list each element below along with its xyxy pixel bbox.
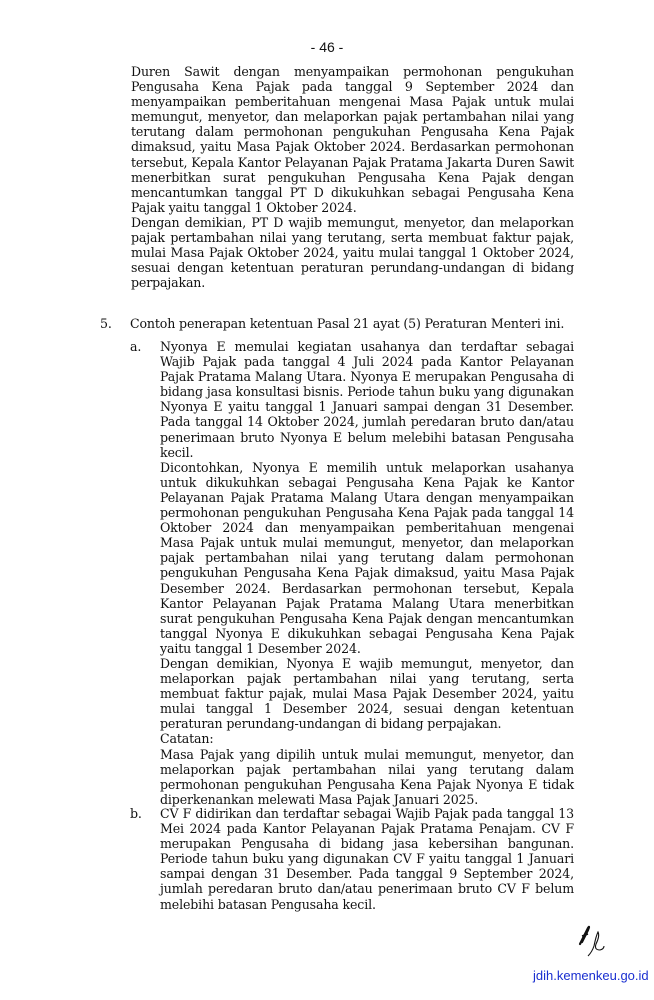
sub-b-paragraph-1: CV F didirikan dan terdaftar sebagai Wajib Pajak pada tanggal 13 Mei 2024 pada Kantor Pelayanan Pajak Pratama Penajam. CV F merupakan Pengusaha di bidang jasa kebersihan bangunan. Periode tahun buku yang digunakan CV F yaitu tanggal 1 Januari sampai dengan 31 Desember. Pada tanggal 9 September 2024, jumlah peredaran bruto dan/atau penerimaan bruto CV F belum melebihi batasan Pengusaha kecil. xyxy=(160,806,574,912)
intro-section xyxy=(131,64,574,290)
page-number: - 46 - xyxy=(310,39,344,55)
note-text: Masa Pajak yang dipilih untuk mulai memungut, menyetor, dan melaporkan pajak pertambahan nilai yang terutang dalam permohonan pengukuhan Pengusaha Kena Pajak Nyonya E tidak diperkenankan melewati Masa Pajak Januari 2025. xyxy=(160,746,574,807)
list-item-5-heading: Contoh penerapan ketentuan Pasal 21 ayat (5) Peraturan Menteri ini. xyxy=(130,316,565,331)
note-label: Catatan: xyxy=(160,731,214,747)
list-marker-5: 5. xyxy=(100,316,112,331)
sub-a-paragraph-3: Dengan demikian, Nyonya E wajib memungut, menyetor, dan melaporkan pajak pertambahan nilai yang terutang, serta membuat faktur pajak, mulai Masa Pajak Desember 2024, yaitu mulai tanggal 1 Desember 2024, sesuai dengan ketentuan peraturan perundang-undangan di bidang perpajakan. xyxy=(160,655,574,732)
footer-website-link[interactable]: jdih.kemenkeu.go.id xyxy=(533,968,649,983)
signature-initials-icon xyxy=(566,922,608,958)
intro-paragraph-2: Dengan demikian, PT D wajib memungut, menyetor, dan melaporkan pajak pertambahan nilai yang terutang, serta membuat faktur pajak, mulai Masa Pajak Oktober 2024, yaitu mulai tanggal 1 Oktober 2024, sesuai dengan ketentuan peraturan perundang-undangan di bidang perpajakan. xyxy=(131,214,574,291)
intro-paragraph-1: Duren Sawit dengan menyampaikan permohonan pengukuhan Pengusaha Kena Pajak pada tanggal 9 September 2024 dan menyampaikan pemberitahuan mengenai Masa Pajak untuk mulai memungut, menyetor, dan melaporkan pajak pertambahan nilai yang terutang dalam permohonan pengukuhan Pengusaha Kena Pajak dimaksud, yaitu Masa Pajak Oktober 2024. Berdasarkan permohonan tersebut, Kepala Kantor Pelayanan Pajak Pratama Jakarta Duren Sawit menerbitkan surat pengukuhan Pengusaha Kena Pajak dengan mencantumkan tanggal PT D dikukuhkan sebagai Pengusaha Kena Pajak yaitu tanggal 1 Oktober 2024. xyxy=(131,64,574,215)
sub-marker-a: a. xyxy=(130,339,142,354)
sub-item-a xyxy=(130,339,574,807)
list-item-5 xyxy=(100,316,574,331)
sub-marker-b: b. xyxy=(130,806,142,821)
sub-a-paragraph-1: Nyonya E memulai kegiatan usahanya dan terdaftar sebagai Wajib Pajak pada tanggal 4 Juli 2024 pada Kantor Pelayanan Pajak Pratama Malang Utara. Nyonya E merupakan Pengusaha di bidang jasa konsultasi bisnis. Periode tahun buku yang digunakan Nyonya E yaitu tanggal 1 Januari sampai dengan 31 Desember. Pada tanggal 14 Oktober 2024, jumlah peredaran bruto dan/atau penerimaan bruto Nyonya E belum melebihi batasan Pengusaha kecil. xyxy=(160,339,574,460)
sub-item-b xyxy=(130,806,574,912)
sub-a-paragraph-2: Dicontohkan, Nyonya E memilih untuk melaporkan usahanya untuk dikukuhkan sebagai Pengusaha Kena Pajak ke Kantor Pelayanan Pajak Pratama Malang Utara dengan menyampaikan permohonan pengukuhan Pengusaha Kena Pajak pada tanggal 14 Oktober 2024 dan menyampaikan pemberitahuan mengenai Masa Pajak untuk mulai memungut, menyetor, dan melaporkan pajak pertambahan nilai yang terutang dalam permohonan pengukuhan Pengusaha Kena Pajak dimaksud, yaitu Masa Pajak Desember 2024. Berdasarkan permohonan tersebut, Kepala Kantor Pelayanan Pajak Pratama Malang Utara menerbitkan surat pengukuhan Pengusaha Kena Pajak dengan mencantumkan tanggal Nyonya E dikukuhkan sebagai Pengusaha Kena Pajak yaitu tanggal 1 Desember 2024. xyxy=(160,459,574,656)
